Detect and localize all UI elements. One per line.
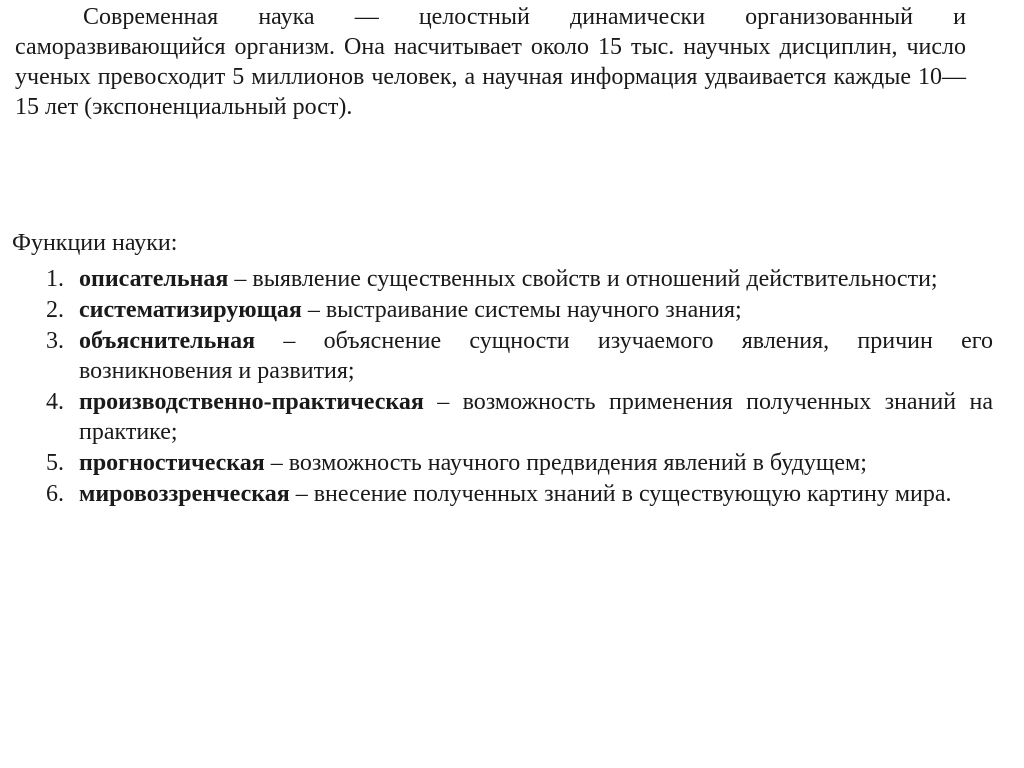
item-separator: – <box>301 297 326 323</box>
item-term: производственно-практическая <box>79 389 424 415</box>
item-number: 5. <box>46 450 64 476</box>
item-term: систематизирующая <box>79 297 302 323</box>
item-description: возможность применения полученных знаний на практике; <box>79 389 993 445</box>
list-item <box>0 326 993 386</box>
item-term: прогностическая <box>79 450 265 476</box>
list-item <box>0 295 993 325</box>
item-term: мировоззренческая <box>79 481 290 507</box>
item-description: возможность научного предвидения явлений в будущем; <box>288 450 867 476</box>
item-number: 3. <box>46 328 64 354</box>
item-separator: – <box>255 328 324 354</box>
list-item <box>0 479 993 509</box>
item-separator: – <box>264 450 289 476</box>
intro-paragraph: Современная наука — целостный динамически организованный и саморазвивающийся организм. Она насчитывает около 15 тыс. научных дисциплин, число ученых превосходит 5 миллионов человек, а научная информация удваивается каждые 10—15 лет (экспоненциальный рост). <box>15 4 966 120</box>
item-separator: – <box>289 481 314 507</box>
item-term: объяснительная <box>79 328 256 354</box>
item-number: 6. <box>46 481 64 507</box>
item-separator: – <box>423 389 463 415</box>
item-description: выявление существенных свойств и отношений действительности; <box>252 266 938 292</box>
list-item <box>0 448 993 478</box>
item-number: 2. <box>46 297 64 323</box>
list-item <box>0 387 993 447</box>
item-description: объяснение сущности изучаемого явления, причин его возникновения и развития; <box>79 328 994 384</box>
item-term: описательная <box>79 266 229 292</box>
item-description: внесение полученных знаний в существующую картину мира. <box>313 481 952 507</box>
functions-list <box>0 264 993 510</box>
functions-heading: Функции науки: <box>12 230 178 256</box>
item-description: выстраивание системы научного знания; <box>325 297 742 323</box>
list-item <box>0 264 993 294</box>
item-number: 1. <box>46 266 64 292</box>
item-number: 4. <box>46 389 64 415</box>
item-separator: – <box>228 266 253 292</box>
